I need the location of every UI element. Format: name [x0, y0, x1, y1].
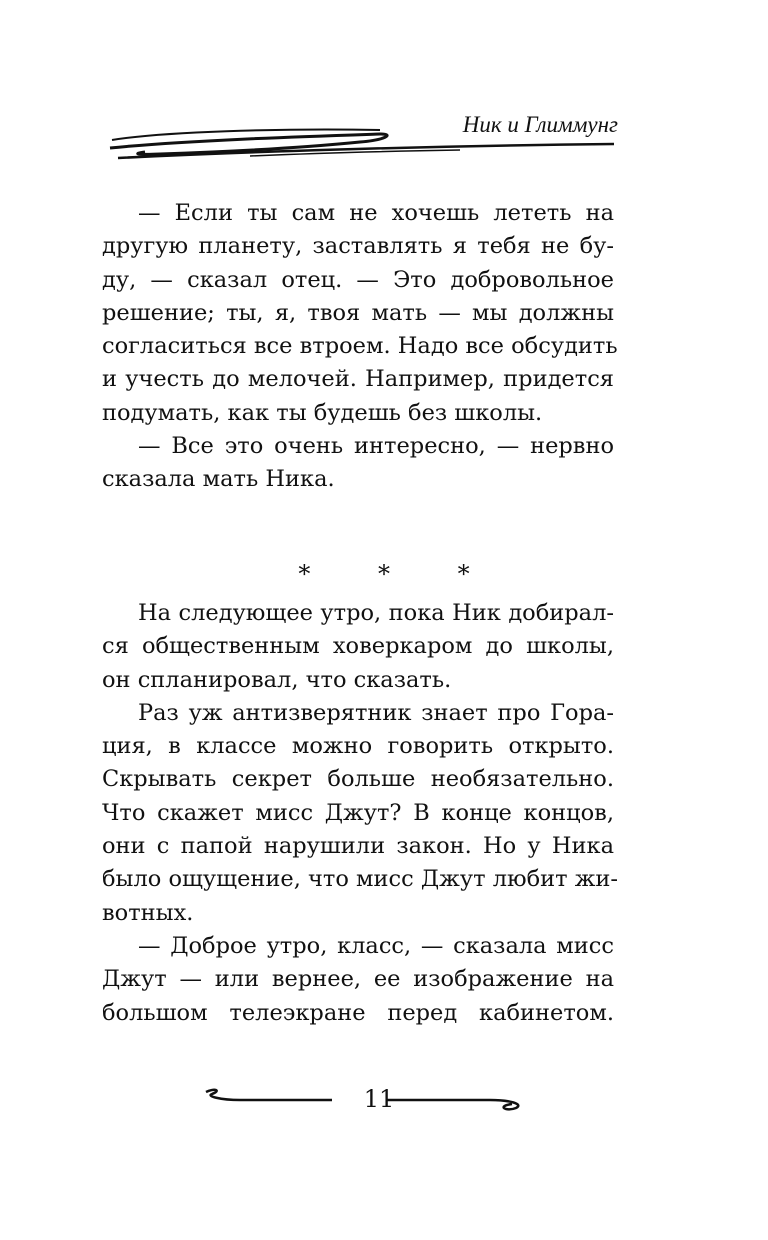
text-line: и учесть до мелочей. Например, придется — [102, 366, 614, 393]
section-separator: * * * — [298, 560, 500, 588]
text-line: — Все это очень интересно, — нервно — [138, 433, 614, 460]
text-line: сказала мать Ника. — [102, 466, 335, 493]
paragraph-block-1 — [102, 197, 618, 497]
text-line: подумать, как ты будешь без школы. — [102, 399, 543, 426]
text-line: вотных. — [102, 899, 194, 926]
text-line: Что скажет мисс Джут? В конце концов, — [102, 799, 614, 826]
text-line: он спланировал, что сказать. — [102, 666, 452, 693]
text-line: согласиться все втроем. Надо все обсудить — [102, 333, 618, 360]
text-line: Скрывать секрет больше необязательно. — [102, 766, 614, 793]
text-line: На следующее утро, пока Ник добирал- — [138, 600, 614, 626]
text-line: Джут — или вернее, ее изображение на — [102, 966, 614, 993]
text-line: — Если ты сам не хочешь лететь на — [138, 200, 614, 226]
text-line: было ощущение, что мисс Джут любит жи- — [102, 866, 619, 893]
text-line: большом телеэкране перед кабинетом. — [102, 999, 614, 1026]
page-number: 11 — [363, 1085, 395, 1113]
running-title: Ник и Глиммунг — [462, 112, 618, 137]
paragraph-block-2 — [102, 597, 619, 1030]
text-line: решение; ты, я, твоя мать — мы должны — [102, 299, 614, 326]
text-line: ция, в классе можно говорить открыто. — [102, 733, 614, 760]
text-line: ся общественным ховеркаром до школы, — [102, 633, 614, 660]
header-swoosh-ornament — [100, 120, 620, 170]
text-line: Раз уж антизверятник знает про Гора- — [138, 699, 614, 726]
text-line: другую планету, заставлять я тебя не бу- — [102, 233, 614, 260]
text-line: ду, — сказал отец. — Это добровольное — [102, 266, 614, 293]
text-line: — Доброе утро, класс, — сказала мисс — [138, 932, 614, 959]
text-line: они с папой нарушили закон. Но у Ника — [102, 833, 614, 860]
